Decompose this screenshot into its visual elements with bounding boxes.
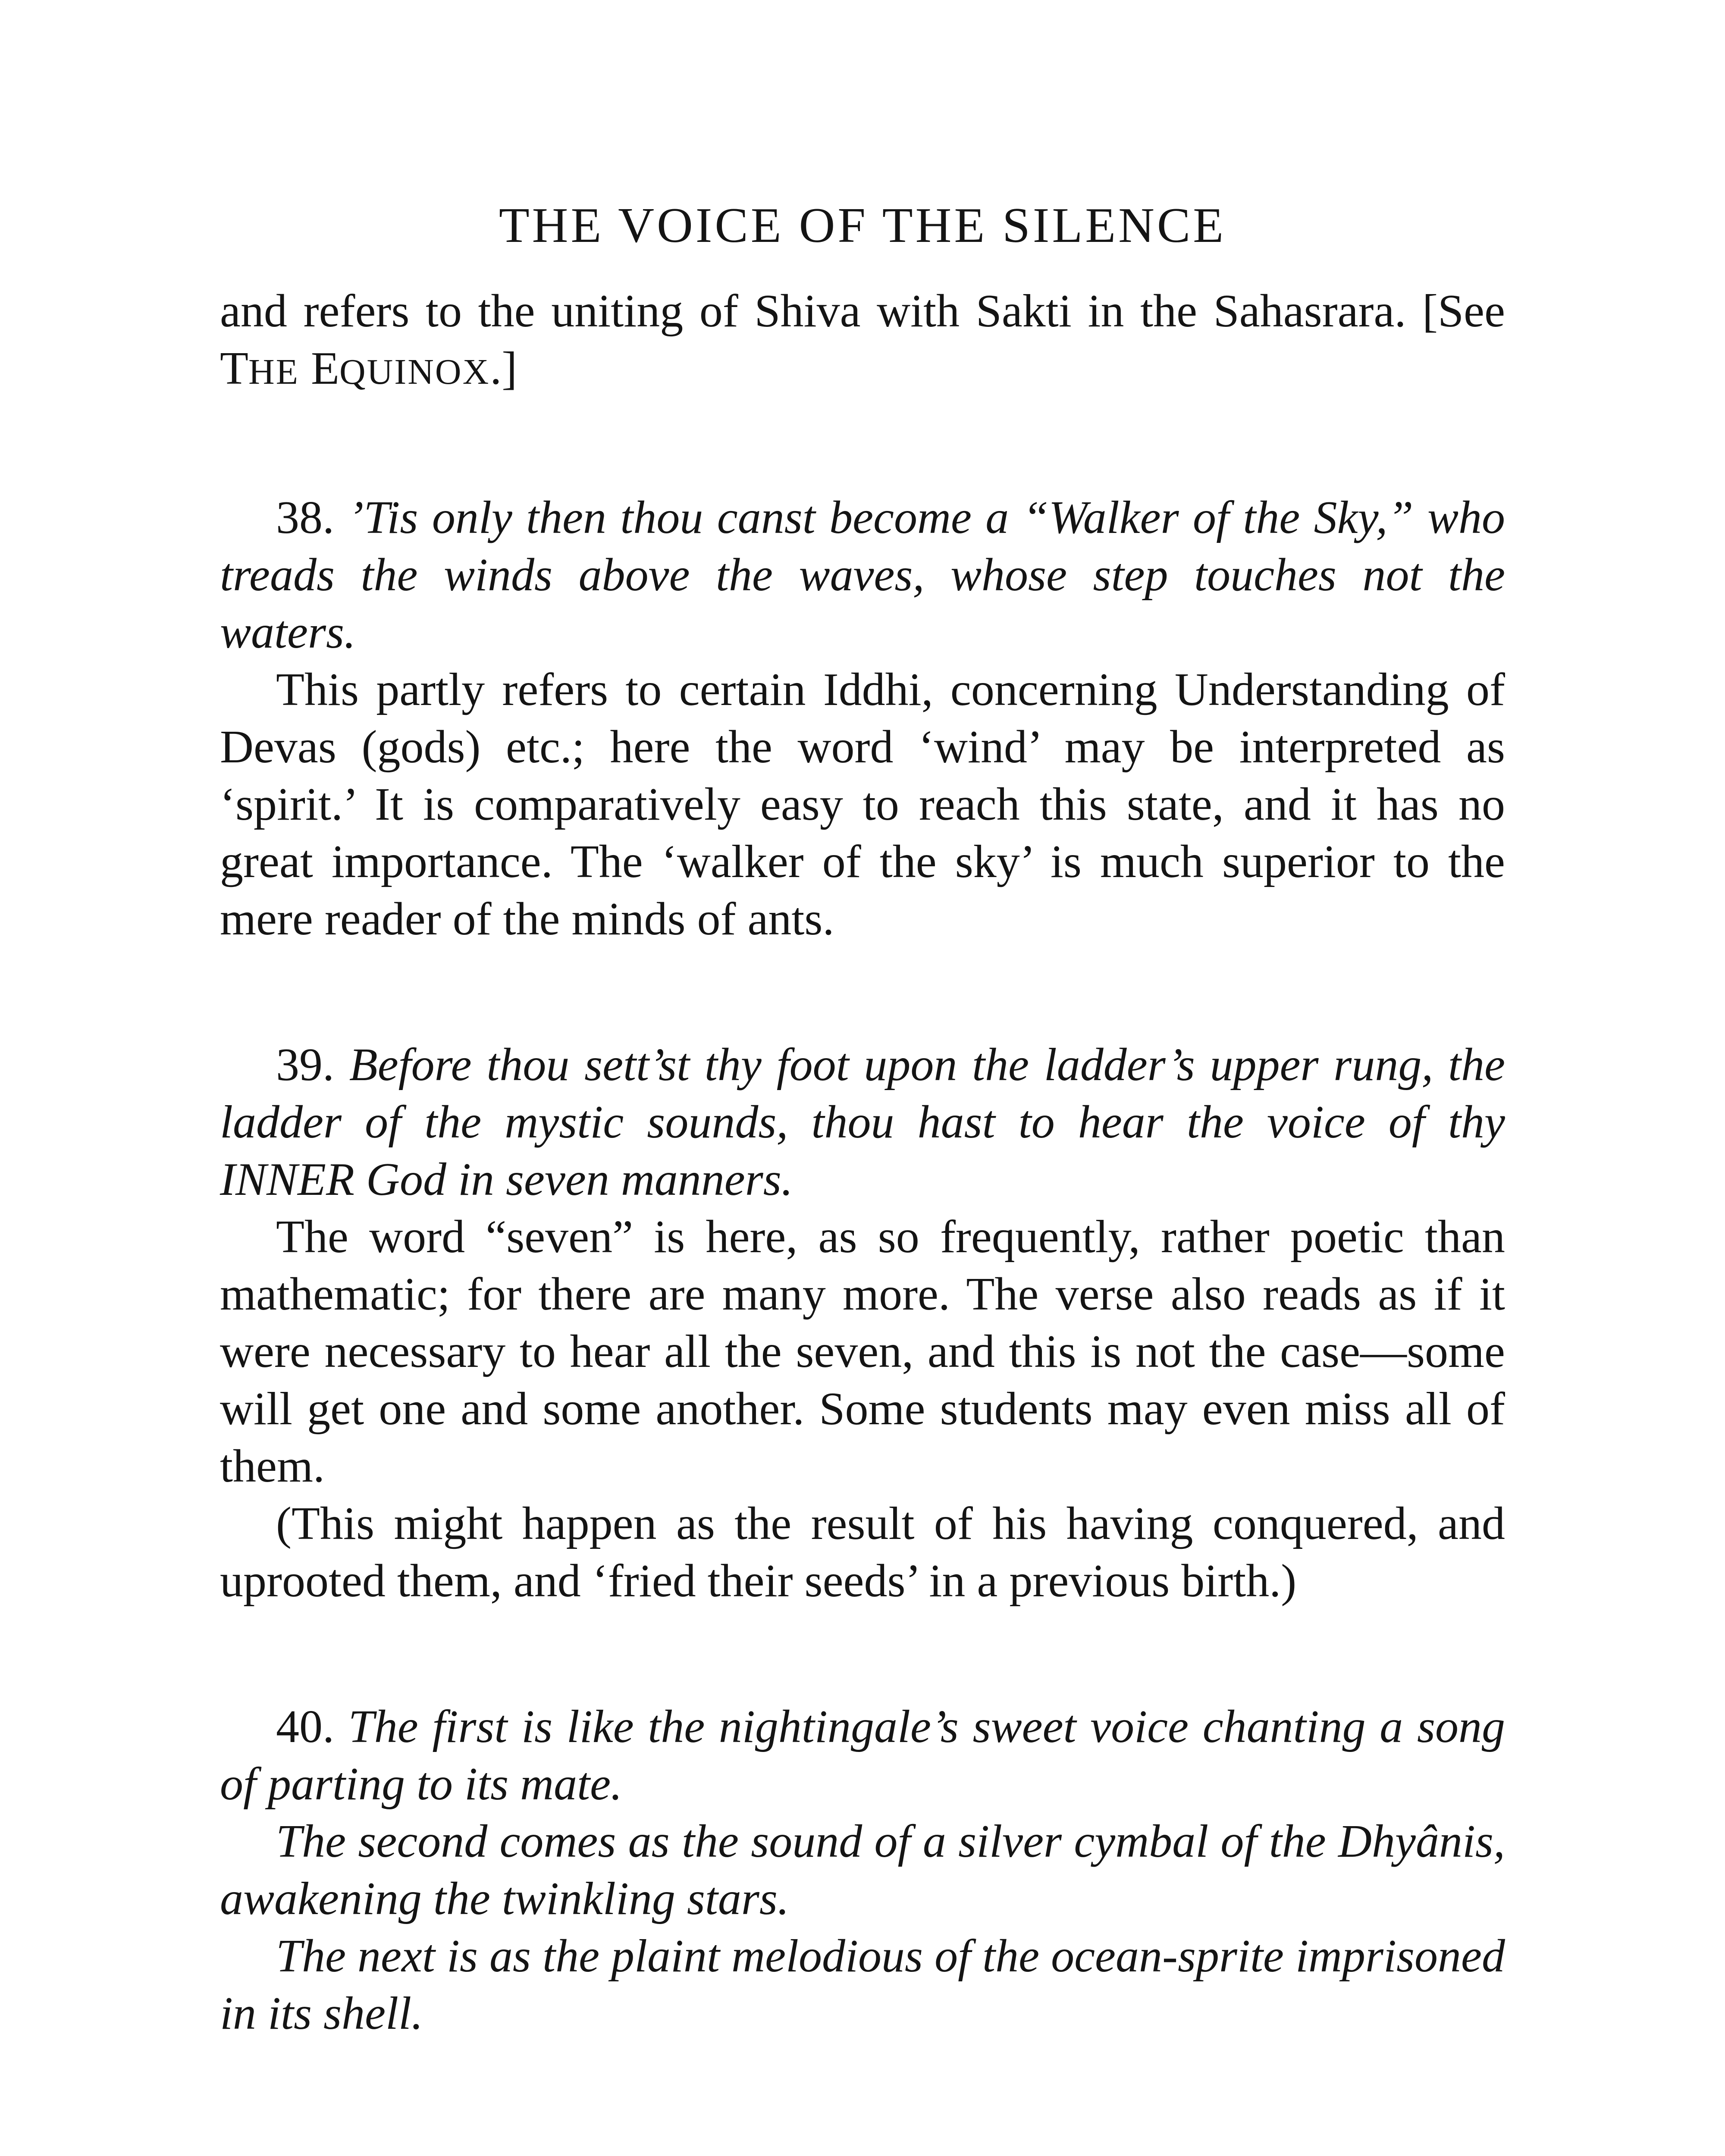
commentary-paragraph: This partly refers to certain Iddhi, concerning Understanding of Devas (gods) etc.; here the word ‘wind’ may be interpreted as ‘spirit.’ It is comparatively easy to reach this state, and it has no great importance. The ‘walker of the sky’ is much superior to the mere reader of the minds of ants.	[220, 664, 1505, 945]
see-ref-first-letter: T	[220, 343, 248, 394]
verse-continuation: The next is as the plaint melodious of the ocean-sprite imprisoned in its shell.	[220, 1930, 1505, 2039]
verse-38	[220, 489, 1505, 661]
verse-40	[220, 1698, 1505, 1813]
see-ref-second-letter: E	[310, 343, 339, 394]
verse-continuation: The second comes as the sound of a silver cymbal of the Dhyânis, awakening the twinkling stars.	[220, 1816, 1505, 1924]
continuation-paragraph	[220, 282, 1505, 401]
commentary-paragraph: The word “seven” is here, as so frequently, rather poetic than mathematic; for there are many more. The verse also reads as if it were necessary to hear all the seven, and this is not the case—some will get one and some another. Some students may even miss all of them.	[220, 1211, 1505, 1492]
book-page	[220, 0, 1505, 2156]
verse-number: 38.	[276, 492, 334, 543]
verse-text: Before thou sett’st thy foot upon the ladder’s upper rung, the ladder of the mystic sounds, thou hast to hear the voice of thy INNER God in seven manners.	[220, 1039, 1505, 1205]
see-ref-second-rest: QUINOX	[339, 352, 490, 392]
see-ref-close: .]	[490, 343, 518, 394]
commentary-paragraph: (This might happen as the result of his having conquered, and uprooted them, and ‘fried their seeds’ in a previous birth.)	[220, 1498, 1505, 1607]
verse-text: ’Tis only then thou canst become a “Walker of the Sky,” who treads the winds above the waves, whose step touches not the waters.	[220, 492, 1505, 658]
continuation-text: and refers to the uniting of Shiva with Sakti in the Sahasrara. [See	[220, 285, 1505, 337]
verse-number: 40.	[276, 1701, 334, 1752]
verse-number: 39.	[276, 1039, 334, 1091]
page-body	[220, 282, 1505, 2042]
see-ref-first-rest: HE	[248, 352, 299, 392]
verse-39	[220, 1036, 1505, 1208]
running-head: THE VOICE OF THE SILENCE	[499, 198, 1226, 253]
verse-text: The first is like the nightingale’s sweet voice chanting a song of parting to its mate.	[220, 1701, 1505, 1810]
